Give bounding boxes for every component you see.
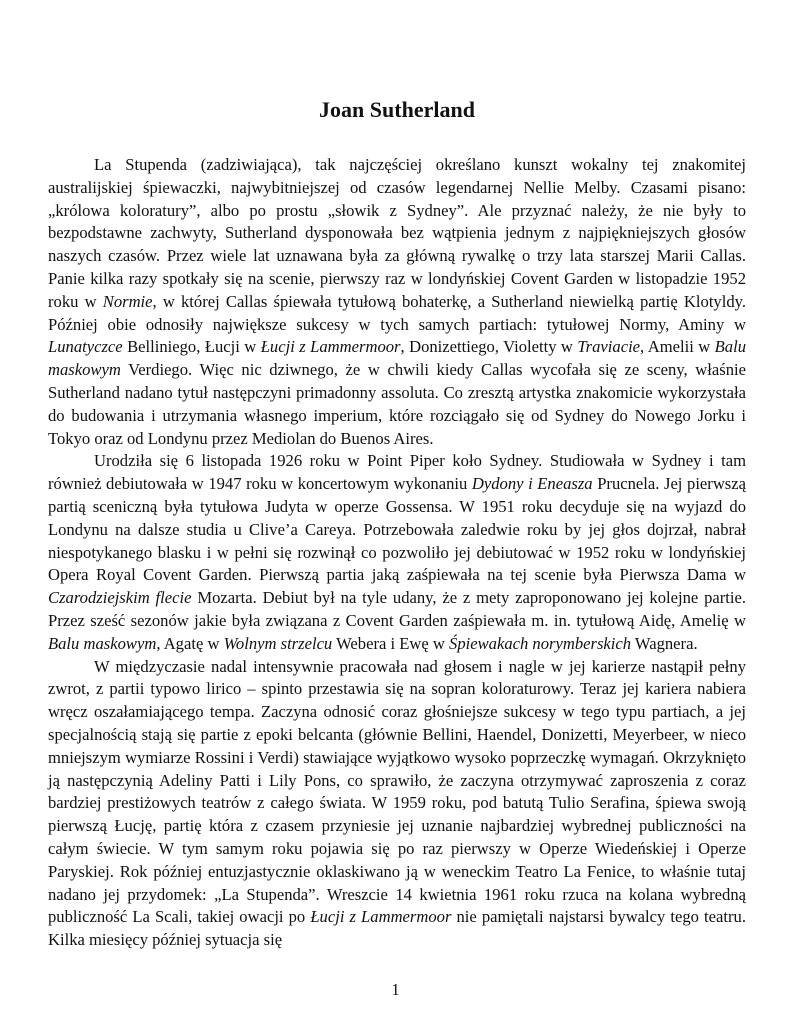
paragraph-2: Urodziła się 6 listopada 1926 roku w Point Piper koło Sydney. Studiowała w Sydney i tam również debiutowała w 1947 roku w koncertowym wykonaniu Dydony i Eneasza Prucnela. Jej pierwszą partią sceniczną była tytułowa Judyta w operze Gossensa. W 1951 roku decyduje się na wyjazd do Londynu na dalsze studia u Clive’a Careya. Potrzebowała zaledwie roku by jej głos dojrzał, nabrał niespotykanego blasku i w pełni się rozwinął co pozwoliło jej debiutować w 1952 roku w londyńskiej Opera Royal Covent Garden. Pierwszą partia jaką zaśpiewała na tej scenie była Pierwsza Dama w Czarodziejskim flecie Mozarta. Debiut był na tyle udany, że z mety zaproponowano jej kolejne partie. Przez sześć sezonów jakie była związana z Covent Garden zaśpiewała m. in. tytułową Aidę, Amelię w Balu maskowym, Agatę w Wolnym strzelcu Webera i Ewę w Śpiewakach norymberskich Wagnera. [48,451,747,653]
paragraph-3: W międzyczasie nadal intensywnie pracowała nad głosem i nagle w jej karierze nastąpił pełny zwrot, z partii typowo lirico – spinto przestawia się na sopran koloraturowy. Teraz jej kariera nabiera wręcz oszałamiającego tempa. Zaczyna odnosić coraz głośniejsze sukcesy w tego typu partiach, a jej specjalnością stają się partie z epoki belcanta (głównie Bellini, Haendel, Donizetti, Meyerbeer, w nieco mniejszym wymiarze Rossini i Verdi) stawiające wyjątkowo wysoko poprzeczkę wymagań. Okrzyknięto ją następczynią Adeliny Patti i Lily Pons, co sprawiło, że zaczyna otrzymywać zaproszenia z coraz bardziej prestiżowych teatrów z całego świata. W 1959 roku, pod batutą Tulio Serafina, śpiewa swoją pierwszą Łucję, partię która z czasem przyniesie jej uznanie najbardziej wybrednej publiczności na całym świecie. W tym samym roku pojawia się po raz pierwszy w Operze Wiedeńskiej i Operze Paryskiej. Rok później entuzjastycznie oklaskiwano ją w weneckim Teatro La Fenice, to właśnie tutaj nadano jej przydomek: „La Stupenda”. Wreszcie 14 kwietnia 1961 roku rzuca na kolana wybredną publiczność La Scali, takiej owacji po Łucji z Lammermoor nie pamiętali najstarsi bywalcy tego teatru. Kilka miesięcy później sytuacja się [48,656,746,950]
italic-title: Lunatyczce [48,337,123,357]
italic-title: Wolnym strzelcu [223,633,333,653]
italic-title: Łucji z Lammermoor [310,907,452,927]
italic-title: Normie [102,291,153,311]
page-number: 1 [391,980,400,999]
paragraph-1: La Stupenda (zadziwiająca), tak najczęściej określano kunszt wokalny tej znakomitej australijskiej śpiewaczki, najwybitniejszej od czasów legendarnej Nellie Melby. Czasami pisano: „królowa koloratury”, albo po prostu „słowik z Sydney”. Ale przyznać należy, że nie były to bezpodstawne zachwyty, Sutherland dysponowała bez wątpienia jednym z najpiękniejszych głosów naszych czasów. Przez wiele lat uznawana była za główną rywalkę o trzy lata starszej Marii Callas. Panie kilka razy spotkały się na scenie, pierwszy raz w londyńskiej Covent Garden w listopadzie 1952 roku w Normie, w której Callas śpiewała tytułową bohaterkę, a Sutherland niewielką partię Klotyldy. Później obie odnosiły największe sukcesy w tych samych partiach: tytułowej Normy, Aminy w Lunatyczce Belliniego, Łucji w Łucji z Lammermoor, Donizettiego, Violetty w Traviacie, Amelii w Balu maskowym Verdiego. Więc nic dziwnego, że w chwili kiedy Callas wycofała się ze sceny, właśnie Sutherland nadano tytuł następczyni primadonny assoluta. Co zresztą artystka znakomicie wykorzystała do budowania i utrzymania własnego imperium, które rozciągało się od Sydney do Nowego Jorku i Tokyo oraz od Londynu przez Mediolan do Buenos Aires. [48,155,747,448]
italic-title: Śpiewakach norymberskich [449,633,632,653]
italic-title: Balu maskowym [48,337,747,380]
italic-title: Traviacie [577,337,641,357]
italic-title: Czarodziejskim flecie [48,588,192,608]
italic-title: Dydony i Eneasza [471,474,593,494]
document-page [48,0,746,952]
italic-title: Balu maskowym [48,633,157,653]
italic-title: Łucji z Lammermoor [260,337,401,357]
page-title: Joan Sutherland [319,97,475,122]
